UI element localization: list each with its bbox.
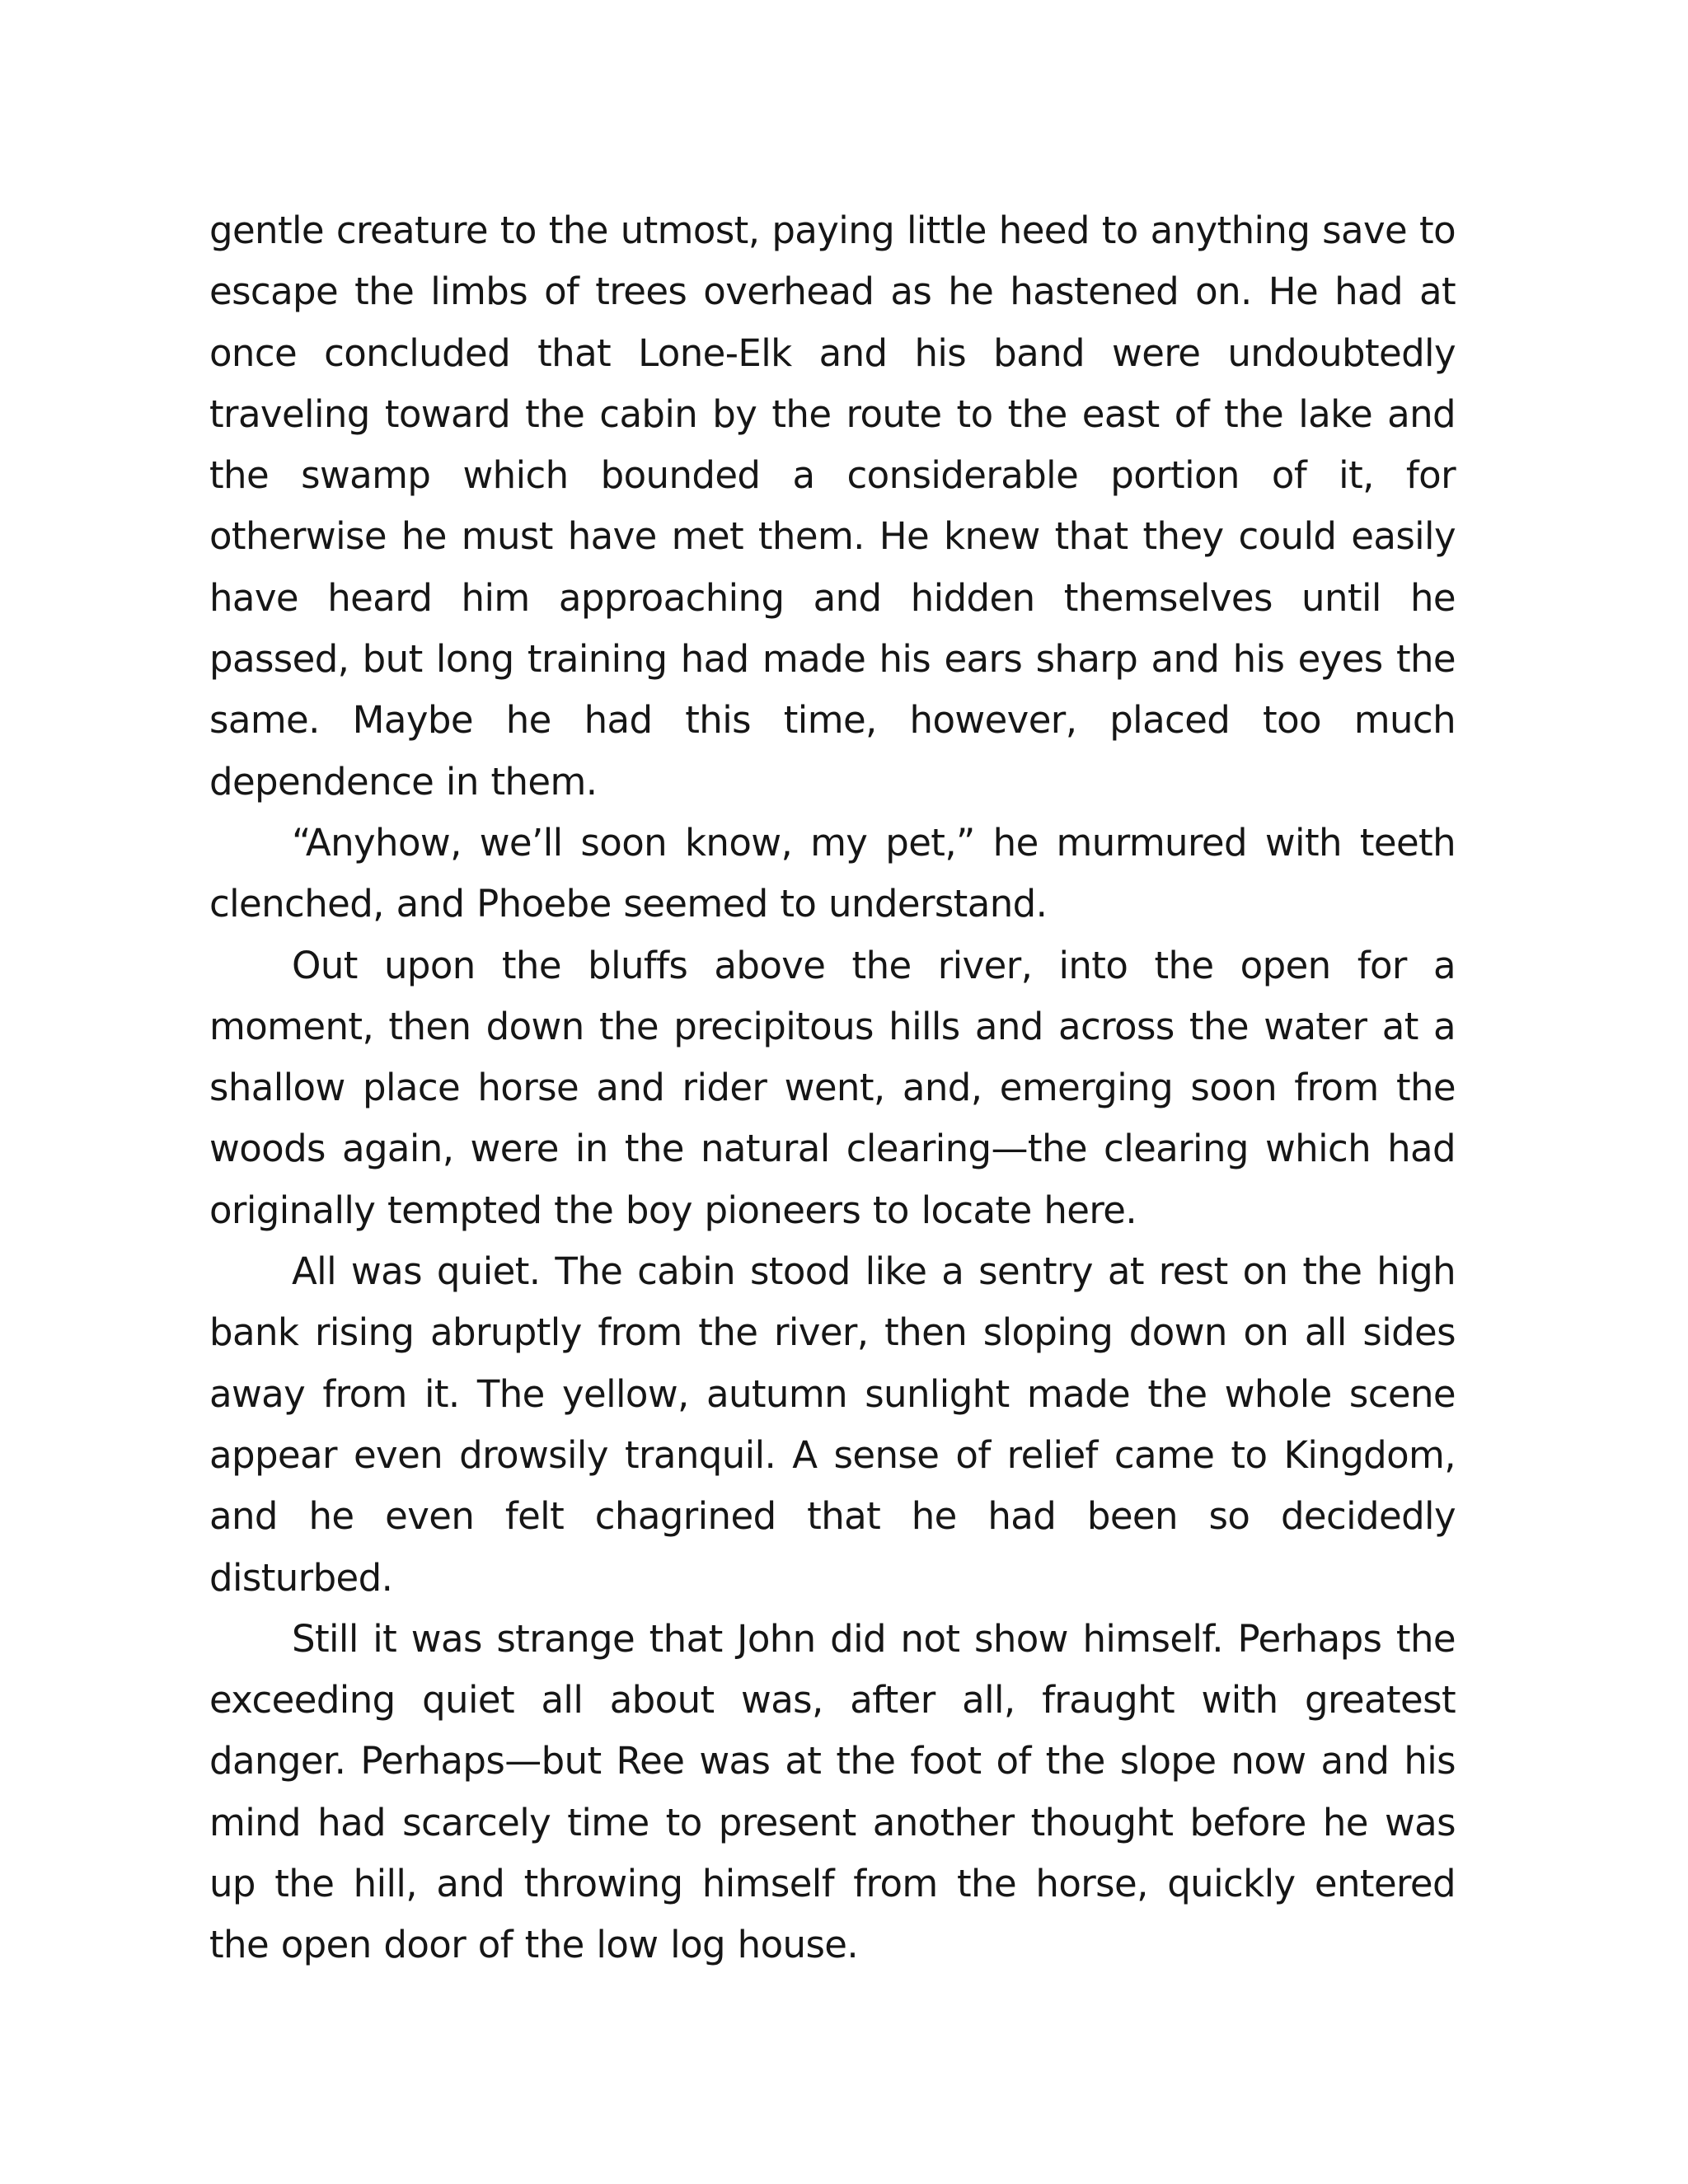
paragraph-4: All was quiet. The cabin stood like a sentry at rest on the high bank rising abruptly from the river, then sloping down on all sides away from it. The yellow, autumn sunlight made the whole scene appear even drowsily tranquil. A sense of relief came to Kingdom, and he even felt chagrined that he had been so decidedly disturbed. [209, 1249, 1456, 1600]
paragraph-1: gentle creature to the utmost, paying little heed to anything save to escape the limbs of trees overhead as he hastened on. He had at once concluded that Lone-Elk and his band were undoubtedly traveling toward the cabin by the route to the east of the lake and the swamp which bounded a considerable portion of it, for otherwise he must have met them. He knew that they could easily have heard him approaching and hidden themselves until he passed, but long training had made his ears sharp and his eyes the same. Maybe he had this time, however, placed too much dependence in them. [209, 209, 1456, 804]
body-text [209, 200, 1456, 1976]
paragraph-3: Out upon the bluffs above the river, into the open for a moment, then down the precipitous hills and across the water at a shallow place horse and rider went, and, emerging soon from the woods again, were in the natural clearing—the clearing which had originally tempted the boy pioneers to locate here. [209, 943, 1456, 1232]
paragraph-2: “Anyhow, we’ll soon know, my pet,” he murmured with teeth clenched, and Phoebe seemed to understand. [209, 820, 1456, 926]
paragraph-5: Still it was strange that John did not show himself. Perhaps the exceeding quiet all about was, after all, fraught with greatest danger. Perhaps—but Ree was at the foot of the slope now and his mind had scarcely time to present another thought before he was up the hill, and throwing himself from the horse, quickly entered the open door of the low log house. [209, 1616, 1456, 1967]
